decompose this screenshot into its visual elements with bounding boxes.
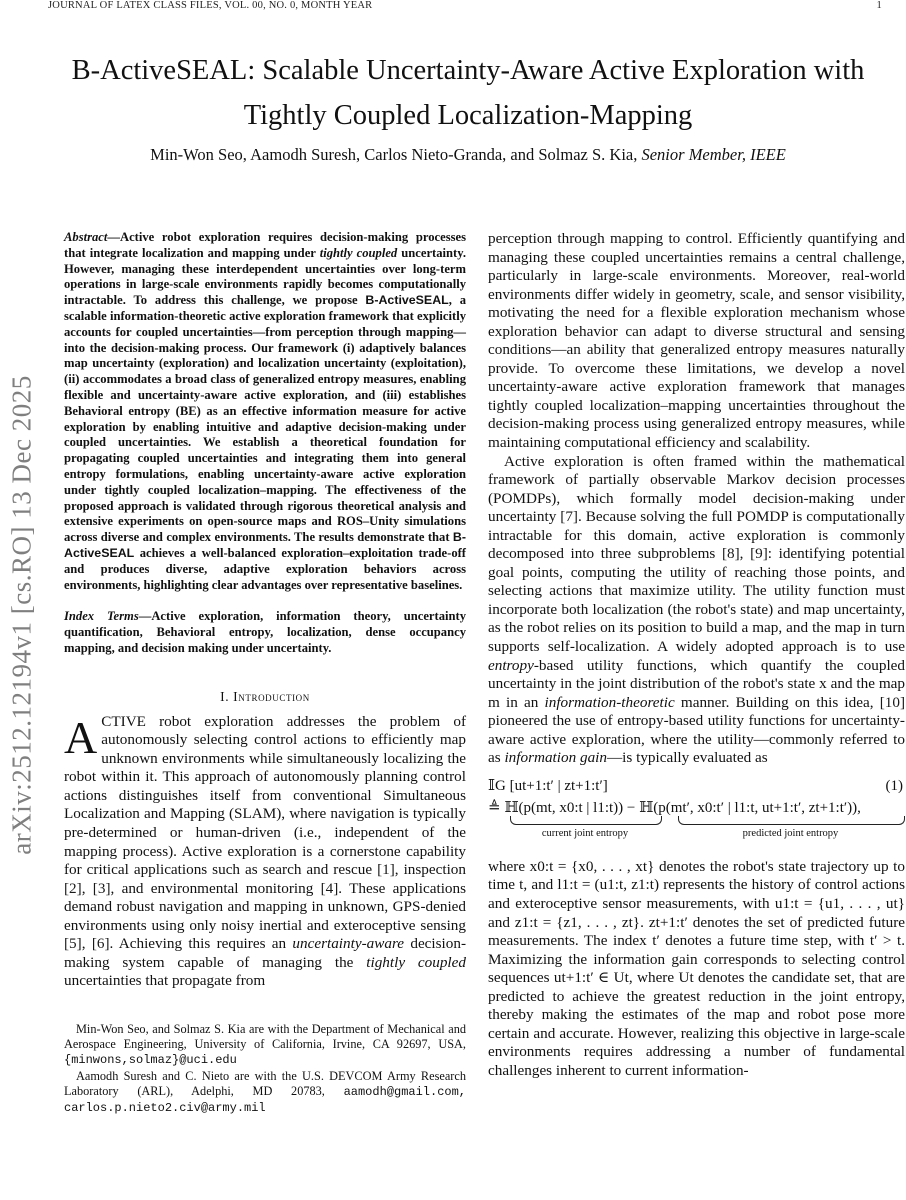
intro-text: —is typically evaluated as xyxy=(606,749,768,767)
citation-link[interactable]: [5] xyxy=(64,935,82,953)
abstract-label: Abstract xyxy=(64,230,108,244)
intro-text: Active exploration is often framed within the mathematical framework of partially observable Markov decision processes (POMDPs), which formally model decision-making under uncertainty xyxy=(488,452,905,526)
title-line-1: B-ActiveSEAL: Scalable Uncertainty-Aware Active Exploration with xyxy=(71,55,865,86)
abstract-text-2: uncertainty. However, managing these interdependent uncertainties over long-term operations in large-scale environments rapidly becomes computationally intractable. To address this challenge, we propose xyxy=(64,245,466,308)
journal-name: JOURNAL OF LATEX CLASS FILES, VOL. 00, NO. 0, MONTH YEAR xyxy=(48,0,373,11)
right-column xyxy=(488,230,905,1080)
footnote-text: Min-Won Seo, and Solmaz S. Kia are with the Department of Mechanical and Aerospace Engineering, University of California, Irvine, CA 92697, USA, xyxy=(64,1022,466,1052)
footnote-email[interactable]: {minwons,solmaz}@uci.edu xyxy=(64,1053,237,1068)
intro-text: where x0:t = {x0, . . . , xt} denotes the robot's state trajectory up to time t, and l1:t = (u1:t, z1:t) represents the history of control actions and exteroceptive sensor measurements, with u1:t = {u1, . . . , ut} and z1:t = {z1, . . . , zt}. zt+1:t′ denotes the set of predicted future measurements. The index t′ denotes a future time step, with t′ > t. Maximizing the information gain corresponds to selecting control sequences ut+1:t′ ∈ Ut, where Ut denotes the candidate set, that are predicted to achieve the greatest reduction in the joint entropy, thereby making the estimates of the map and robot pose more certain and accurate. However, realizing this objective in large-scale environments requires addressing a number of fundamental challenges inherent to current information- xyxy=(488,857,905,1079)
intro-text: decision-making system capable of managing the xyxy=(64,935,467,971)
intro-text: CTIVE robot exploration addresses the problem of autonomously selecting control actions to efficiently map unknown environments while simultaneously localizing the robot within it. This approach of autonomously planning control actions distinguishes itself from conventional Simultaneous Localization and Mapping (SLAM), where navigation is typically pre-determined or human-driven (i.e., independent of the mapping process). Active exploration is a cornerstone capability for critical applications such as search and rescue xyxy=(64,712,466,879)
author-list xyxy=(40,145,896,165)
abstract-emphasis: tightly coupled xyxy=(319,245,398,260)
intro-text: , xyxy=(739,545,744,563)
abstract-text-1: —Active robot exploration requires decision-making processes that integrate localization and mapping under xyxy=(64,230,466,260)
section-heading xyxy=(64,689,466,705)
left-column xyxy=(64,230,466,991)
underbrace-label-predicted: predicted joint entropy xyxy=(742,827,839,839)
authors: Min-Won Seo, Aamodh Suresh, Carlos Nieto-Granda, and Solmaz S. Kia, xyxy=(150,145,638,164)
title-line-2: Tightly Coupled Localization-Mapping xyxy=(243,100,693,131)
intro-text: perception through mapping to control. Efficiently quantifying and managing these coupled uncertainties remains a central challenge, particularly in large-scale environments. Moreover, real-world environments differ widely in geometry, scale, and sensor visibility, motivating the need for a flexible exploration mechanism whose exploration behavior can adapt to diverse structural and sensing conditions—an ability that generalized entropy measures naturally provide. To overcome these limitations, we develop a novel uncertainty-aware active exploration framework that manages tightly coupled localization–mapping uncertainties throughout the decision-making process using generalized entropy measures, while maintaining computational efficiency and scalability. xyxy=(488,230,905,452)
abstract xyxy=(64,230,466,593)
footnote-1 xyxy=(64,1022,466,1069)
framework-name: B-ActiveSEAL xyxy=(365,293,449,308)
underbrace-predicted xyxy=(678,816,905,825)
index-terms-text: —Active exploration, information theory, uncertainty quantification, Behavioral entropy, localization, dense occupancy mapping, and decision making under uncertainty. xyxy=(64,609,467,655)
footnote-email[interactable]: aamodh@gmail.com, xyxy=(343,1084,466,1099)
equation-number: (1) xyxy=(885,777,903,794)
drop-cap: A xyxy=(64,711,98,763)
section-number: I. xyxy=(220,688,230,704)
intro-emphasis: entropy xyxy=(488,656,534,674)
citation-link[interactable]: [4] xyxy=(320,879,339,897)
intro-text: pioneered the use of entropy-based utility functions for uncertainty-aware active exploration, where the utility—commonly referred to as xyxy=(488,712,905,767)
intro-text: -based utility functions, which quantify the coupled uncertainty in the joint distribution of the robot's state x and the map m in an xyxy=(488,656,905,711)
intro-paragraph-3 xyxy=(488,858,905,1081)
abstract-text-3: , a scalable information-theoretic active exploration framework that explicitly accounts for coupled uncertainties—from perception through mapping—into the decision-making process. Our framework (i) adaptively balances map uncertainty (exploration) and localization uncertainty (exploitation), (ii) accommodates a broad class of generalized entropy measures, enabling flexible and uncertainty-aware active exploration, and (iii) establishes Behavioral entropy (BE) as an effective information measure for active exploration by enabling intuitive and adaptive decision-making under coupled uncertainties. We establish a theoretical foundation for propagating coupled uncertainties and integrating them into general entropy formulations, enabling uncertainty-aware active exploration under tightly coupled localization–mapping. The effectiveness of the proposed approach is validated through rigorous theoretical analysis and extensive experiments on open-source maps and ROS–Unity simulations across diverse and complex environments. The results demonstrate that xyxy=(64,293,467,545)
page-number: 1 xyxy=(876,0,882,11)
citation-link[interactable]: [2] xyxy=(64,879,82,897)
intro-paragraph-2 xyxy=(488,453,905,768)
citation-link[interactable]: [10] xyxy=(879,693,906,711)
paper-title xyxy=(40,48,896,138)
intro-text: , inspection xyxy=(394,861,466,879)
footnote-2 xyxy=(64,1069,466,1117)
running-header xyxy=(48,0,882,14)
intro-text: . These applications demand robust navigation and mapping in unknown, GPS-denied environments using only noisy inertial and exteroceptive sensing xyxy=(64,879,467,934)
citation-link[interactable]: [7] xyxy=(560,508,578,526)
intro-text: manner. Building on this idea, xyxy=(680,693,874,711)
footnote-text: Aamodh Suresh and C. Nieto are with the U.S. DEVCOM Army Research Laboratory (ARL), Adelphi, MD 20783, xyxy=(64,1068,466,1098)
equation-line-1: 𝕀G [ut+1:t′ | zt+1:t′] xyxy=(488,777,608,794)
intro-text: , xyxy=(81,879,86,897)
intro-emphasis: information gain xyxy=(504,749,607,767)
intro-text: , xyxy=(81,935,86,953)
intro-continuation xyxy=(488,230,905,453)
intro-text: , and environmental monitoring xyxy=(110,879,314,897)
intro-emphasis: tightly coupled xyxy=(366,953,466,971)
intro-text: . Achieving this requires an xyxy=(109,935,287,953)
arxiv-identifier: arXiv:2512.12194v1 [cs.RO] 13 Dec 2025 xyxy=(6,375,37,855)
intro-text: : identifying potential goal points, computing the utility of reaching those points, and selecting actions that maximize utility. The utility function must incorporate both localization (the robot's state) and map uncertainty, as the robot relies on its position to build a map, and the map in turn supports self-localization. A widely adopted approach is to use xyxy=(488,545,906,656)
intro-paragraph-1 xyxy=(64,713,466,991)
citation-link[interactable]: [1] xyxy=(377,861,395,879)
equation-line-2: ≜ ℍ(p(mt, x0:t | l1:t)) − ℍ(p(mt′, x0:t′ | l1:t, ut+1:t′, zt+1:t′)), xyxy=(488,799,861,816)
intro-emphasis: information-theoretic xyxy=(544,693,675,711)
framework-name-2: B-ActiveSEAL xyxy=(64,530,466,560)
underbrace-current xyxy=(510,816,662,825)
citation-link[interactable]: [8] xyxy=(721,545,740,563)
intro-text: uncertainties that propagate from xyxy=(64,972,266,990)
index-terms-label: Index Terms xyxy=(64,609,139,624)
index-terms xyxy=(64,609,466,656)
author-suffix: Senior Member, IEEE xyxy=(641,145,786,164)
section-title: Introduction xyxy=(233,688,310,704)
footnote-email[interactable]: carlos.p.nieto2.civ@army.mil xyxy=(64,1101,266,1116)
citation-link[interactable]: [6] xyxy=(91,935,110,953)
abstract-text-4: achieves a well-balanced exploration–exploitation trade-off and produces diverse, adaptive exploration behaviors across environments, highlighting clear advantages over representative baselines. xyxy=(64,545,467,592)
intro-text: . Because solving the full POMDP is computationally intractable for this domain, active exploration is commonly decomposed into three subproblems xyxy=(488,508,905,563)
equation-1 xyxy=(488,776,905,852)
underbrace-label-current: current joint entropy xyxy=(541,827,629,839)
arxiv-sidebar xyxy=(0,265,52,965)
citation-link[interactable]: [9] xyxy=(750,545,768,563)
footnotes xyxy=(64,1022,466,1116)
citation-link[interactable]: [3] xyxy=(92,879,111,897)
intro-emphasis: uncertainty-aware xyxy=(292,935,405,953)
